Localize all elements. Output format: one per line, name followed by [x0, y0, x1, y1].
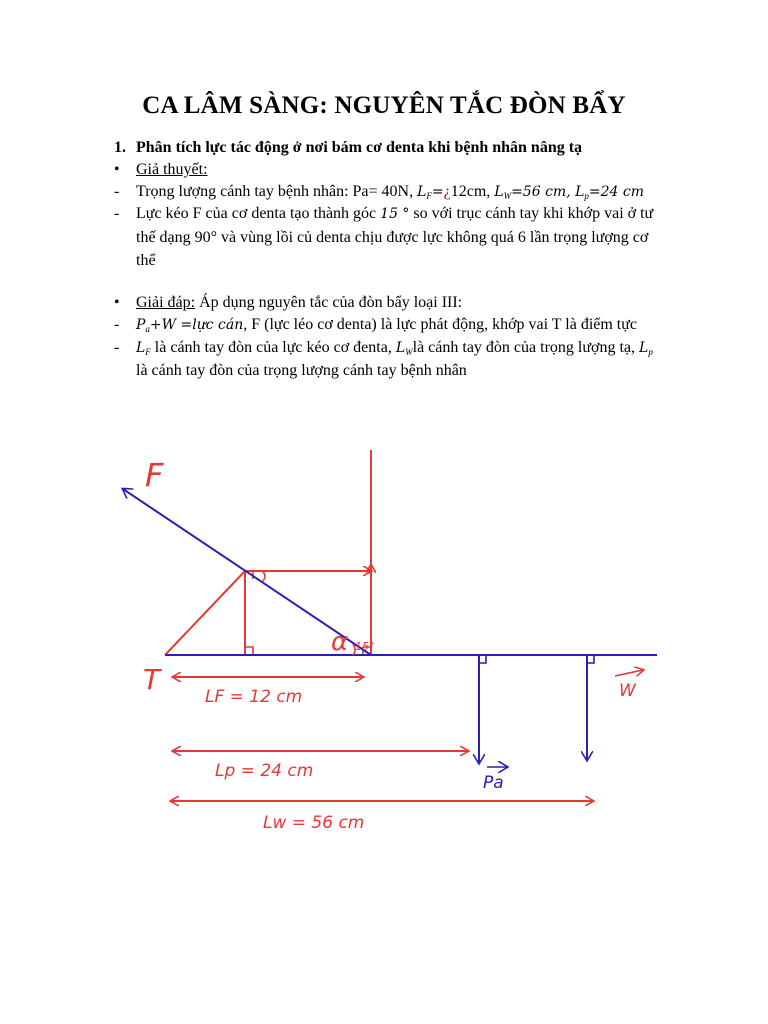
lw-symbol: L	[494, 184, 504, 200]
bullet: •	[114, 294, 120, 311]
lever-diagram-svg	[95, 418, 677, 868]
label-pa: Pa	[483, 773, 504, 793]
solution-intro: Áp dụng nguyên tắc của đòn bẩy loại III:	[195, 294, 463, 311]
hypothesis-label: Giả thuyết:	[136, 161, 208, 178]
question-text: Phân tích lực tác động ở nơi bám cơ denta khi bệnh nhân nâng tạ	[136, 139, 583, 156]
weight-text: Trọng lượng cánh tay bệnh nhân: Pa= 40N,	[136, 183, 418, 200]
lf-symbol: L	[417, 184, 427, 200]
solution-heading-text	[136, 293, 462, 313]
w-vector-mark	[615, 670, 643, 676]
triangle-hypotenuse	[165, 571, 245, 655]
dash: -	[114, 316, 120, 333]
solution-text-1	[136, 315, 637, 339]
lf-sub: F	[426, 191, 432, 201]
label-lp: Lp = 24 cm	[215, 761, 314, 781]
label-lf: LF = 12 cm	[205, 687, 303, 707]
solution-rest-1: , F (lực léo cơ denta) là lực phát động, khớp vai T là điểm tực	[243, 316, 638, 333]
label-f: F	[145, 456, 164, 494]
label-angle: 15°	[355, 640, 375, 653]
label-t: T	[143, 663, 161, 696]
angle-arc	[263, 572, 265, 581]
dash: -	[114, 205, 120, 222]
right-angle-mark	[479, 655, 486, 663]
lw-equals: =56 cm	[511, 184, 567, 200]
right-angle-mark	[587, 655, 594, 663]
dash: -	[114, 183, 120, 200]
lp-sub: p	[584, 191, 589, 201]
lw-sub: W	[405, 347, 413, 357]
lw-symbol: L	[395, 340, 406, 356]
lf-equals: =	[431, 184, 444, 200]
pa-symbol: P	[136, 317, 146, 333]
page-title: CA LÂM SÀNG: NGUYÊN TẮC ĐÒN BẨY	[142, 92, 626, 119]
hypothesis-text-2	[136, 204, 653, 224]
lp-equals: =24 cm	[588, 184, 645, 200]
dash: -	[114, 339, 120, 356]
lever-diagram	[95, 418, 677, 868]
solution-text-2	[136, 338, 653, 362]
solution-text-3: là cánh tay đòn của trọng lượng cánh tay bệnh nhân	[136, 362, 467, 379]
label-w: W	[619, 681, 636, 701]
lw-sub: W	[503, 191, 512, 201]
solution-label: Giải đáp:	[136, 294, 196, 311]
right-angle-mark	[245, 647, 253, 655]
lp-sub: p	[648, 347, 653, 357]
lp-symbol: L	[639, 340, 649, 356]
angle-value: 15 °	[380, 206, 410, 222]
lf-sub: F	[145, 347, 151, 357]
resistance-equation: +W =lực cán	[149, 317, 244, 333]
bullet: •	[114, 161, 120, 178]
force-text: Lực kéo F của cơ denta tạo thành góc	[136, 205, 381, 222]
solution-lw-text: là cánh tay đòn của trọng lượng tạ,	[412, 339, 640, 356]
label-lw: Lw = 56 cm	[263, 813, 365, 833]
hypothesis-text-4: thể	[136, 252, 156, 269]
lf-symbol: L	[136, 340, 146, 356]
lf-error-glyph: ¿	[443, 183, 451, 200]
force-text-rest: so với trục cánh tay khi khớp vai ở tư	[409, 205, 654, 222]
lp-symbol: L	[575, 184, 585, 200]
solution-lf-text: là cánh tay đòn của lực kéo cơ đenta,	[150, 339, 396, 356]
pa-sub: a	[145, 324, 150, 334]
comma: ,	[566, 184, 576, 200]
label-alpha: α	[331, 627, 349, 657]
question-number: 1.	[114, 139, 126, 156]
lf-value: 12cm,	[450, 183, 495, 200]
hypothesis-text-1	[136, 182, 644, 206]
hypothesis-text-3: thế dạng 90° và vùng lồi củ denta chịu được lực không quá 6 lần trọng lượng cơ	[136, 229, 649, 246]
